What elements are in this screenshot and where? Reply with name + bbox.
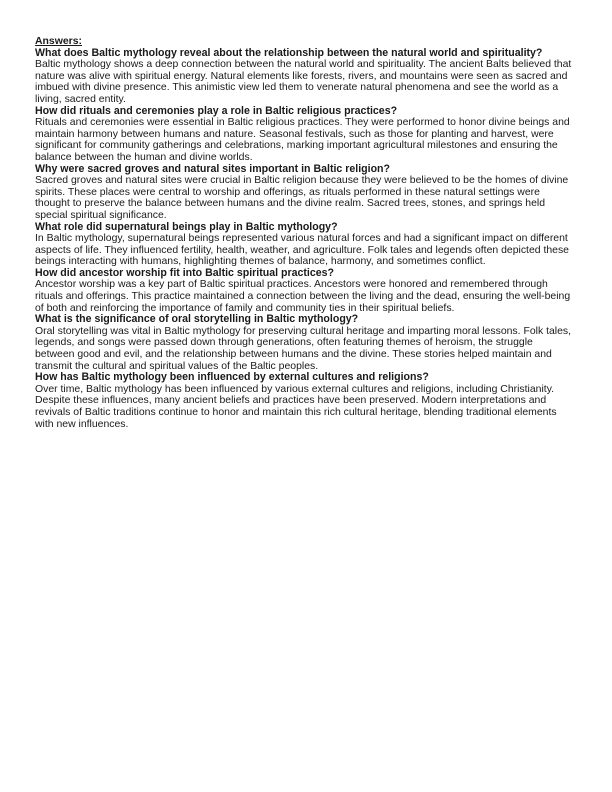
question-4: What role did supernatural beings play in Baltic mythology? [35,220,338,233]
qa-item-3 [35,164,575,222]
question-7: How has Baltic mythology been influenced by external cultures and religions? [35,371,429,384]
qa-item-6 [35,314,575,372]
answer-4: In Baltic mythology, supernatural beings represented various natural forces and had a significant impact on different aspects of life. They influenced fertility, health, weather, and agriculture. Folk tales and legends often depicted these beings interacting with humans, highlighting themes of balance, harmony, and sometimes conflict. [35,233,569,268]
question-3: Why were sacred groves and natural sites important in Baltic religion? [35,162,390,175]
question-2: How did rituals and ceremonies play a role in Baltic religious practices? [35,104,398,117]
answer-5: Ancestor worship was a key part of Baltic spiritual practices. Ancestors were honored and remembered through rituals and offerings. This practice maintained a connection between the living and the dead, ensuring the well-being of both and reinforcing the importance of family and community ties in their spiritual beliefs. [35,279,571,314]
answer-3: Sacred groves and natural sites were crucial in Baltic religion because they were believed to be the homes of divine spirits. These places were central to worship and offerings, as rituals performed in these natural settings were thought to preserve the balance between humans and the divine realm. Sacred trees, stones, and springs held special spiritual significance. [35,175,569,221]
answer-1: Baltic mythology shows a deep connection between the natural world and spirituality. The ancient Balts believed that nature was alive with spiritual energy. Natural elements like forests, rivers, and mountains were seen as sacred and imbued with divine presence. This animistic view led them to venerate natural phenomena and see the world as a living, sacred entity. [35,59,572,105]
qa-item-7 [35,372,575,430]
answer-7: Over time, Baltic mythology has been influenced by various external cultures and religions, including Christianity. Despite these influences, many ancient beliefs and practices have been preserved. Modern interpretations and revivals of Baltic traditions continue to honor and maintain this rich cultural heritage, blending traditional elements with new influences. [35,383,557,430]
answers-heading: Answers: [35,36,82,47]
question-6: What is the significance of oral storytelling in Baltic mythology? [35,313,359,326]
question-1: What does Baltic mythology reveal about the relationship between the natural world and spirituality? [35,46,543,59]
answer-2: Rituals and ceremonies were essential in Baltic religious practices. They were performed to honor divine beings and maintain harmony between humans and nature. Seasonal festivals, such as those for planting and harvest, were significant for community gatherings and celebrations, marking important agricultural milestones and ensuring the balance between the human and divine worlds. [35,117,570,163]
answers-page [35,36,575,430]
answer-6: Oral storytelling was vital in Baltic mythology for preserving cultural heritage and imparting moral lessons. Folk tales, legends, and songs were passed down through generations, often featuring themes of heroism, the struggle between good and evil, and the relationship between humans and the divine. These stories helped maintain and transmit the cultural and spiritual values of the Baltic peoples. [35,325,572,372]
question-5: How did ancestor worship fit into Baltic spiritual practices? [35,266,335,279]
qa-item-4 [35,222,575,268]
qa-item-5 [35,268,575,314]
qa-item-1 [35,48,575,106]
qa-item-2 [35,106,575,164]
